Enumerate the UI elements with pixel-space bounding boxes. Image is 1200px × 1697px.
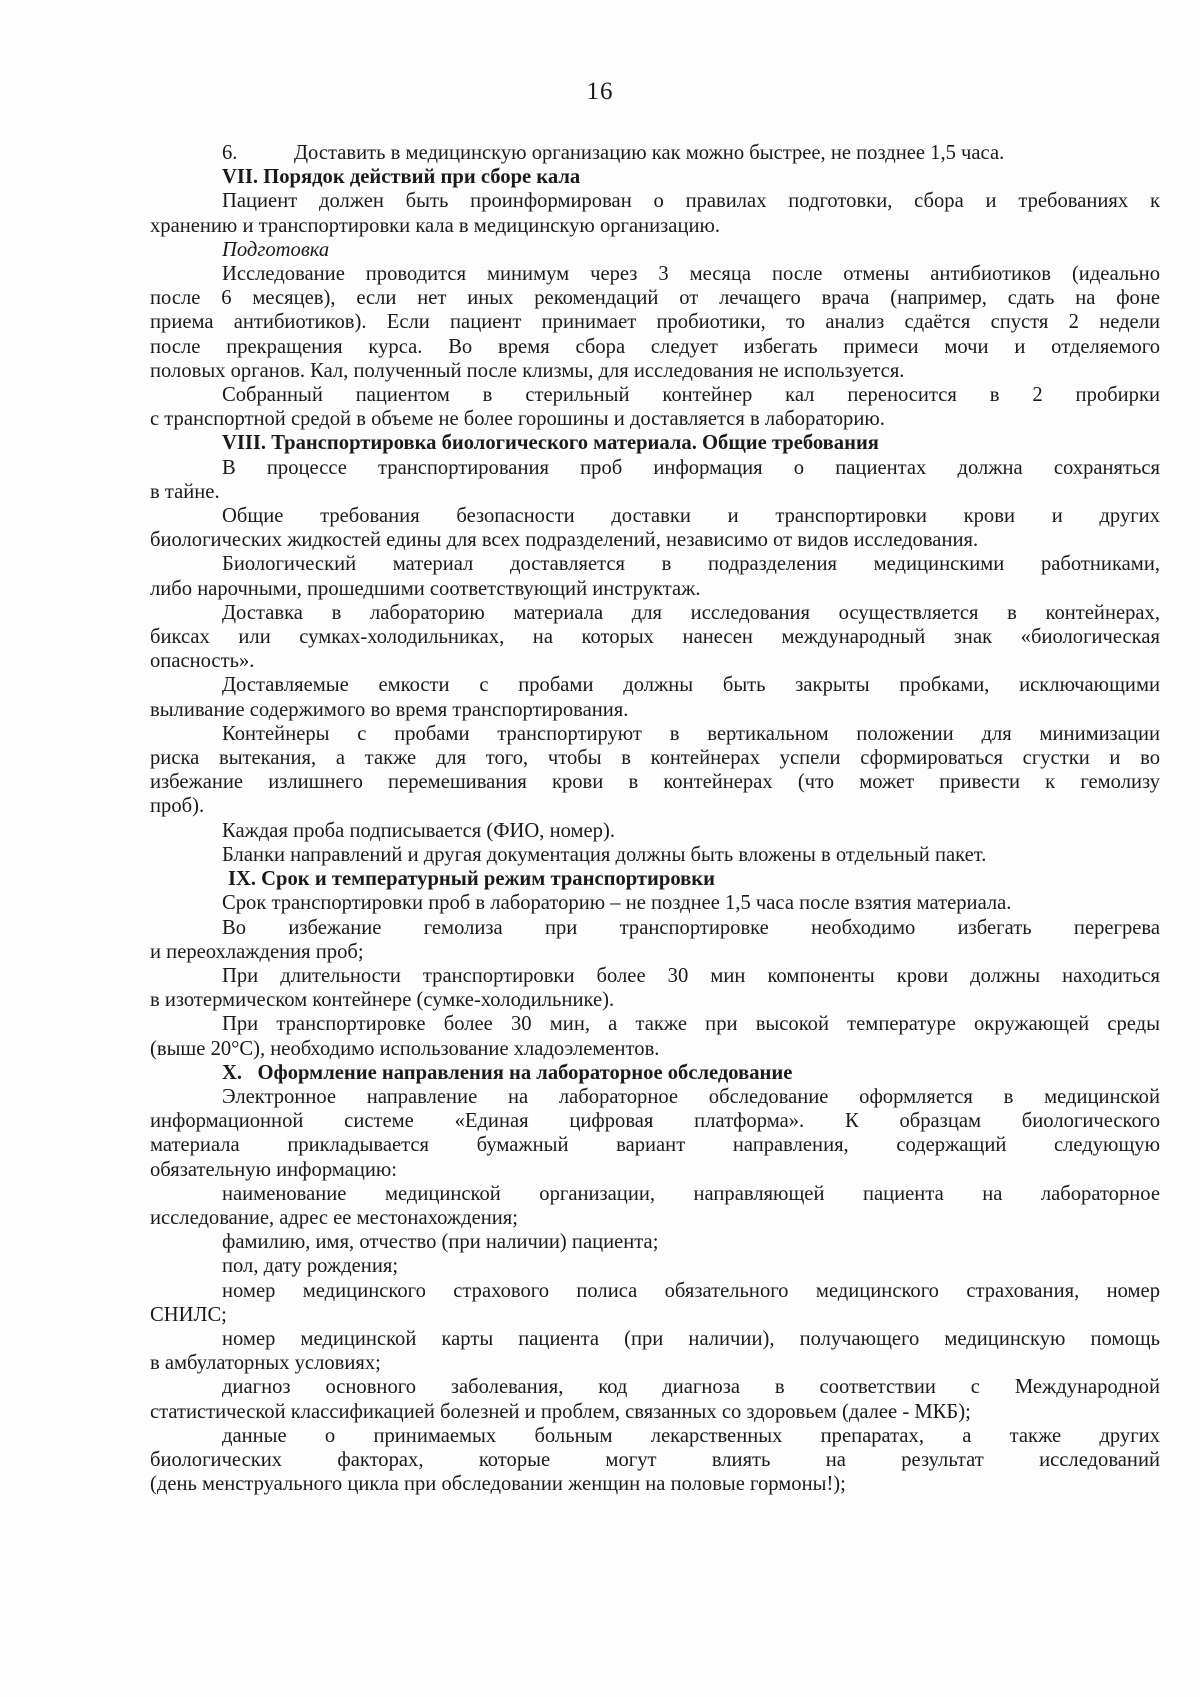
- paragraph-line: биксах или сумках-холодильниках, на которых нанесен международный знак «биологическая: [150, 626, 1160, 649]
- paragraph-line: В процессе транспортирования проб информация о пациентах должна сохраняться: [222, 456, 1160, 479]
- list-item-line: номер медицинского страхового полиса обязательного медицинского страхования, номер: [222, 1279, 1160, 1302]
- paragraph-line: избежание излишнего перемешивания крови в контейнерах (что может привести к гемолизу: [150, 771, 1160, 794]
- list-item-line: фамилию, имя, отчество (при наличии) пациента;: [222, 1231, 659, 1254]
- section-8-heading: VIII. Транспортировка биологического материала. Общие требования: [222, 432, 879, 455]
- list-item-line: диагноз основного заболевания, код диагноза в соответствии с Международной: [222, 1376, 1160, 1399]
- paragraph-line: Доставляемые емкости с пробами должны быть закрыты пробками, исключающими: [222, 674, 1160, 697]
- paragraph-line: Биологический материал доставляется в подразделения медицинскими работниками,: [222, 553, 1160, 576]
- paragraph-line: проб).: [150, 795, 205, 818]
- list-item-line: в амбулаторных условиях;: [150, 1352, 381, 1375]
- page-number: 16: [586, 78, 614, 105]
- paragraph-line: опасность».: [150, 650, 255, 673]
- subheading-preparation: Подготовка: [222, 238, 330, 261]
- paragraph-line: При транспортировке более 30 мин, а также при высокой температуре окружающей среды: [222, 1013, 1160, 1036]
- paragraph-line: Срок транспортировки проб в лабораторию – не позднее 1,5 часа после взятия материала.: [222, 892, 1012, 915]
- document-body: [150, 141, 1160, 1496]
- list-item-line: биологических факторах, которые могут влиять на результат исследований: [150, 1448, 1160, 1471]
- paragraph-line: Во избежание гемолиза при транспортировке необходимо избегать перегрева: [222, 916, 1160, 939]
- section-10-heading: X. Оформление направления на лабораторное обследование: [222, 1061, 793, 1084]
- section-9-heading: IX. Срок и температурный режим транспортировки: [228, 868, 715, 891]
- list-item-line: наименование медицинской организации, направляющей пациента на лабораторное: [222, 1182, 1160, 1205]
- paragraph-line: половых органов. Кал, полученный после клизмы, для исследования не используется.: [150, 359, 905, 382]
- list-item-6: [150, 141, 1160, 165]
- list-item-line: пол, дату рождения;: [222, 1255, 399, 1278]
- paragraph-line: Исследование проводится минимум через 3 месяца после отмены антибиотиков (идеально: [222, 263, 1160, 286]
- paragraph-line: после 6 месяцев), если нет иных рекомендаций от лечащего врача (например, сдать на фоне: [150, 287, 1160, 310]
- list-item-line: (день менструального цикла при обследовании женщин на половые гормоны!);: [150, 1473, 846, 1496]
- list-item-line: исследование, адрес ее местонахождения;: [150, 1206, 518, 1229]
- paragraph-line: информационной системе «Единая цифровая платформа». К образцам биологического: [150, 1110, 1160, 1133]
- paragraph-line: Контейнеры с пробами транспортируют в вертикальном положении для минимизации: [222, 722, 1160, 745]
- paragraph-line: и переохлаждения проб;: [150, 940, 364, 963]
- paragraph-line: Электронное направление на лабораторное обследование оформляется в медицинской: [222, 1085, 1160, 1108]
- paragraph-line: обязательную информацию:: [150, 1158, 397, 1181]
- list-item-line: номер медицинской карты пациента (при наличии), получающего медицинскую помощь: [222, 1327, 1160, 1350]
- paragraph-line: (выше 20°С), необходимо использование хладоэлементов.: [150, 1037, 660, 1060]
- paragraph-line: Общие требования безопасности доставки и транспортировки крови и других: [222, 505, 1160, 528]
- paragraph-line: в тайне.: [150, 480, 220, 503]
- paragraph-line: хранению и транспортировки кала в медицинскую организацию.: [150, 214, 721, 237]
- paragraph-line: после прекращения курса. Во время сбора следует избегать примеси мочи и отделяемого: [150, 335, 1160, 358]
- paragraph-line: Доставка в лабораторию материала для исследования осуществляется в контейнерах,: [222, 601, 1160, 624]
- paragraph-line: риска вытекания, а также для того, чтобы в контейнерах успели сформироваться сгустки и во: [150, 747, 1160, 770]
- list-item-line: статистической классификацией болезней и проблем, связанных со здоровьем (далее - МКБ);: [150, 1400, 971, 1423]
- list-item-text: Доставить в медицинскую организацию как можно быстрее, не позднее 1,5 часа.: [294, 142, 1005, 164]
- paragraph-line: выливание содержимого во время транспортирования.: [150, 698, 629, 721]
- paragraph-line: материала прикладывается бумажный вариант направления, содержащий следующую: [150, 1134, 1160, 1157]
- paragraph-line: с транспортной средой в объеме не более горошины и доставляется в лабораторию.: [150, 408, 885, 431]
- paragraph-line: Каждая проба подписывается (ФИО, номер).: [222, 819, 615, 842]
- section-7-heading: VII. Порядок действий при сборе кала: [222, 166, 581, 189]
- paragraph-line: Собранный пациентом в стерильный контейнер кал переносится в 2 пробирки: [222, 384, 1160, 407]
- paragraph-line: При длительности транспортировки более 30 мин компоненты крови должны находиться: [222, 964, 1160, 987]
- paragraph-line: приема антибиотиков). Если пациент принимает пробиотики, то анализ сдаётся спустя 2 недели: [150, 311, 1160, 334]
- list-item-line: данные о принимаемых больным лекарственных препаратах, а также других: [222, 1424, 1160, 1447]
- paragraph-line: Пациент должен быть проинформирован о правилах подготовки, сбора и требованиях к: [222, 190, 1160, 213]
- paragraph-line: в изотермическом контейнере (сумке-холодильнике).: [150, 989, 615, 1012]
- paragraph-line: либо нарочными, прошедшими соответствующий инструктаж.: [150, 577, 701, 600]
- paragraph-line: биологических жидкостей едины для всех подразделений, независимо от видов исследования.: [150, 529, 979, 552]
- paragraph-line: Бланки направлений и другая документация должны быть вложены в отдельный пакет.: [222, 843, 987, 866]
- list-number: 6.: [222, 142, 238, 164]
- list-item-line: СНИЛС;: [150, 1303, 227, 1326]
